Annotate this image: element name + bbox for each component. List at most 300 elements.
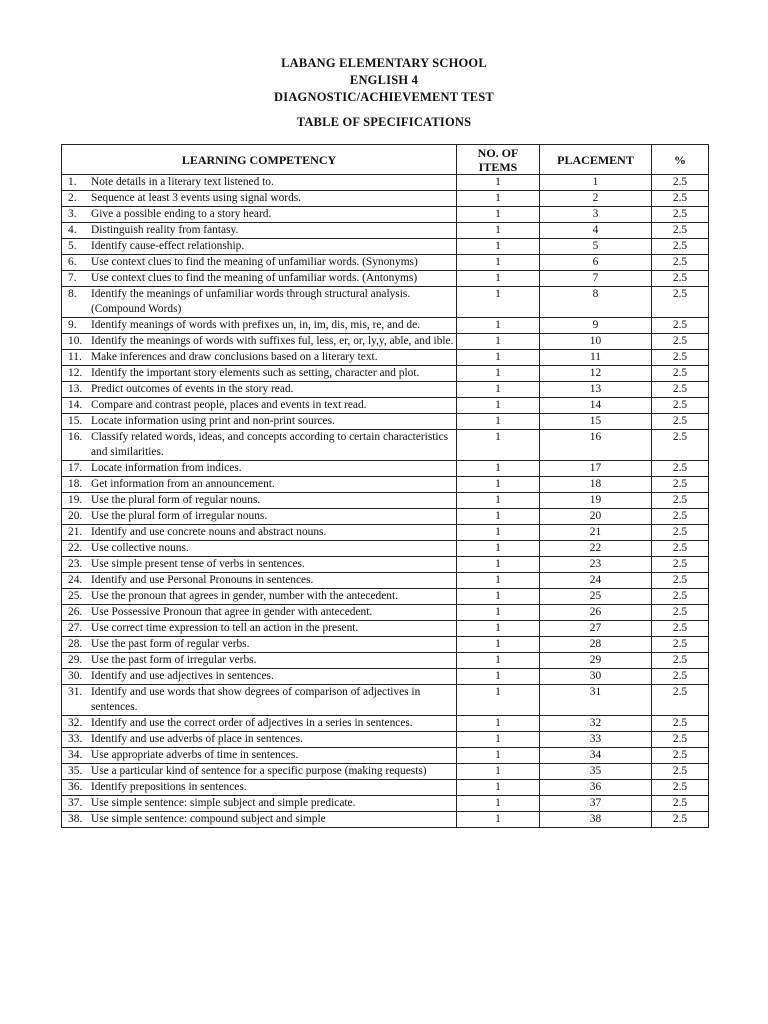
competency-cell [62,748,457,764]
competency-text: Give a possible ending to a story heard. [91,208,272,220]
competency-content [68,716,454,731]
competency-text: Make inferences and draw conclusions based on a literary text. [91,351,378,363]
items-cell: 1 [457,430,540,461]
table-row [62,318,709,334]
table-row [62,175,709,191]
competency-text: Identify and use the correct order of adjectives in a series in sentences. [91,717,413,729]
competency-cell [62,334,457,350]
items-cell: 1 [457,398,540,414]
placement-cell: 31 [540,685,652,716]
table-row [62,223,709,239]
table-row [62,573,709,589]
percent-cell: 2.5 [652,716,709,732]
items-cell: 1 [457,382,540,398]
percent-cell: 2.5 [652,796,709,812]
items-cell: 1 [457,780,540,796]
table-row [62,334,709,350]
competency-content [68,398,454,413]
percent-cell: 2.5 [652,557,709,573]
competency-content [68,382,454,397]
competency-number: 16. [68,431,83,443]
competency-text: Identify the meanings of words with suffixes ful, less, er, or, ly,y, able, and ible. [91,335,454,347]
percent-cell: 2.5 [652,764,709,780]
placement-cell: 25 [540,589,652,605]
percent-cell: 2.5 [652,382,709,398]
competency-number: 8. [68,288,77,300]
competency-text: Classify related words, ideas, and concepts according to certain characteristics and similarities. [91,431,449,458]
percent-cell: 2.5 [652,334,709,350]
competency-number: 18. [68,478,83,490]
placement-cell: 18 [540,477,652,493]
subject-name: ENGLISH 4 [349,73,419,87]
items-cell: 1 [457,732,540,748]
competency-number: 15. [68,415,83,427]
table-row [62,796,709,812]
competency-text: Identify the important story elements such as setting, character and plot. [91,367,420,379]
items-cell: 1 [457,175,540,191]
competency-number: 37. [68,797,83,809]
competency-number: 33. [68,733,83,745]
placement-cell: 23 [540,557,652,573]
items-cell: 1 [457,605,540,621]
competency-number: 12. [68,367,83,379]
items-cell: 1 [457,557,540,573]
competency-content [68,573,454,588]
competency-text: Identify and use adjectives in sentences. [91,670,274,682]
competency-cell [62,780,457,796]
placement-cell: 5 [540,239,652,255]
percent-cell: 2.5 [652,621,709,637]
table-row [62,398,709,414]
competency-number: 30. [68,670,83,682]
items-cell: 1 [457,287,540,318]
percent-cell: 2.5 [652,653,709,669]
competency-cell [62,796,457,812]
competency-cell [62,350,457,366]
placement-cell: 14 [540,398,652,414]
competency-content [68,366,454,381]
placement-cell: 21 [540,525,652,541]
table-row [62,366,709,382]
competency-cell [62,605,457,621]
percent-cell: 2.5 [652,398,709,414]
percent-cell: 2.5 [652,477,709,493]
items-cell: 1 [457,796,540,812]
competency-number: 34. [68,749,83,761]
competency-text: Use collective nouns. [91,542,189,554]
competency-content [68,557,454,572]
percent-cell: 2.5 [652,350,709,366]
items-cell: 1 [457,350,540,366]
competency-content [68,255,454,270]
competency-cell [62,366,457,382]
table-row [62,207,709,223]
competency-cell [62,239,457,255]
competency-text: Use context clues to find the meaning of unfamiliar words. (Synonyms) [91,256,418,268]
items-cell: 1 [457,621,540,637]
items-cell: 1 [457,509,540,525]
percent-cell: 2.5 [652,669,709,685]
table-row [62,430,709,461]
competency-number: 28. [68,638,83,650]
items-cell: 1 [457,637,540,653]
table-row [62,732,709,748]
competency-number: 27. [68,622,83,634]
competency-number: 24. [68,574,83,586]
placement-cell: 7 [540,271,652,287]
table-row [62,780,709,796]
table-row [62,685,709,716]
table-row [62,382,709,398]
competency-number: 9. [68,319,77,331]
items-cell: 1 [457,271,540,287]
column-header-items: NO. OF ITEMS [457,145,540,175]
competency-content [68,605,454,620]
table-row [62,621,709,637]
competency-text: Use Possessive Pronoun that agree in gender with antecedent. [91,606,373,618]
competency-content [68,796,454,811]
competency-content [68,430,454,460]
competency-text: Locate information from indices. [91,462,242,474]
competency-text: Use the past form of irregular verbs. [91,654,257,666]
competency-text: Note details in a literary text listened to. [91,176,274,188]
items-cell: 1 [457,716,540,732]
percent-cell: 2.5 [652,207,709,223]
competency-cell [62,382,457,398]
competency-content [68,653,454,668]
competency-content [68,589,454,604]
items-cell: 1 [457,653,540,669]
competency-text: Sequence at least 3 events using signal words. [91,192,302,204]
percent-cell: 2.5 [652,493,709,509]
competency-cell [62,175,457,191]
percent-cell: 2.5 [652,732,709,748]
percent-cell: 2.5 [652,780,709,796]
placement-cell: 26 [540,605,652,621]
competency-text: Identify and use adverbs of place in sentences. [91,733,303,745]
column-header-competency: LEARNING COMPETENCY [62,145,457,175]
competency-content [68,732,454,747]
items-cell: 1 [457,812,540,828]
items-cell: 1 [457,255,540,271]
percent-cell: 2.5 [652,366,709,382]
table-row [62,477,709,493]
items-cell: 1 [457,239,540,255]
competency-content [68,780,454,795]
percent-cell: 2.5 [652,812,709,828]
competency-number: 1. [68,176,77,188]
placement-cell: 17 [540,461,652,477]
competency-number: 20. [68,510,83,522]
table-row [62,605,709,621]
placement-cell: 15 [540,414,652,430]
items-cell: 1 [457,414,540,430]
competency-number: 22. [68,542,83,554]
placement-cell: 35 [540,764,652,780]
competency-number: 11. [68,351,82,363]
table-row [62,191,709,207]
competency-text: Identify and use Personal Pronouns in sentences. [91,574,314,586]
competency-text: Use simple sentence: compound subject and simple [91,813,326,825]
competency-cell [62,398,457,414]
table-row [62,239,709,255]
competency-cell [62,812,457,828]
placement-cell: 13 [540,382,652,398]
table-header-row [62,145,709,175]
competency-cell [62,223,457,239]
competency-text: Predict outcomes of events in the story read. [91,383,294,395]
competency-text: Identify the meanings of unfamiliar words through structural analysis. (Compound Words) [91,288,411,315]
competency-text: Use simple sentence: simple subject and simple predicate. [91,797,356,809]
percent-cell: 2.5 [652,223,709,239]
competency-cell [62,525,457,541]
placement-cell: 4 [540,223,652,239]
competency-content [68,175,454,190]
placement-cell: 30 [540,669,652,685]
competency-cell [62,637,457,653]
competency-content [68,685,454,715]
placement-cell: 11 [540,350,652,366]
items-cell: 1 [457,318,540,334]
placement-cell: 32 [540,716,652,732]
placement-cell: 22 [540,541,652,557]
percent-cell: 2.5 [652,685,709,716]
table-row [62,653,709,669]
percent-cell: 2.5 [652,430,709,461]
competency-content [68,541,454,556]
table-body [62,175,709,828]
percent-cell: 2.5 [652,605,709,621]
placement-cell: 6 [540,255,652,271]
placement-cell: 8 [540,287,652,318]
competency-number: 25. [68,590,83,602]
competency-cell [62,685,457,716]
competency-content [68,207,454,222]
competency-number: 5. [68,240,77,252]
placement-cell: 3 [540,207,652,223]
competency-text: Use the past form of regular verbs. [91,638,250,650]
placement-cell: 1 [540,175,652,191]
items-cell: 1 [457,669,540,685]
items-cell: 1 [457,191,540,207]
items-cell: 1 [457,207,540,223]
items-cell: 1 [457,223,540,239]
competency-text: Use appropriate adverbs of time in sentences. [91,749,299,761]
school-name: LABANG ELEMENTARY SCHOOL [281,56,487,70]
placement-cell: 20 [540,509,652,525]
competency-content [68,621,454,636]
competency-content [68,414,454,429]
competency-cell [62,493,457,509]
placement-cell: 27 [540,621,652,637]
competency-text: Use the plural form of regular nouns. [91,494,261,506]
competency-text: Use the plural form of irregular nouns. [91,510,268,522]
table-row [62,716,709,732]
competency-number: 31. [68,686,83,698]
percent-cell: 2.5 [652,318,709,334]
percent-cell: 2.5 [652,589,709,605]
competency-cell [62,557,457,573]
table-row [62,764,709,780]
placement-cell: 24 [540,573,652,589]
percent-cell: 2.5 [652,509,709,525]
competency-content [68,525,454,540]
table-row [62,255,709,271]
placement-cell: 9 [540,318,652,334]
competency-number: 6. [68,256,77,268]
column-header-percent: % [652,145,709,175]
competency-cell [62,461,457,477]
placement-cell: 19 [540,493,652,509]
competency-cell [62,509,457,525]
competency-text: Identify cause-effect relationship. [91,240,245,252]
percent-cell: 2.5 [652,573,709,589]
competency-cell [62,764,457,780]
competency-cell [62,732,457,748]
competency-cell [62,589,457,605]
competency-number: 36. [68,781,83,793]
competency-cell [62,207,457,223]
items-cell: 1 [457,573,540,589]
table-row [62,271,709,287]
competency-text: Identify and use concrete nouns and abstract nouns. [91,526,327,538]
table-row [62,414,709,430]
competency-text: Distinguish reality from fantasy. [91,224,239,236]
competency-content [68,334,454,349]
percent-cell: 2.5 [652,287,709,318]
document-header [0,55,768,106]
competency-number: 3. [68,208,77,220]
table-row [62,509,709,525]
table-row [62,541,709,557]
placement-cell: 36 [540,780,652,796]
competency-content [68,748,454,763]
competency-text: Use simple present tense of verbs in sentences. [91,558,305,570]
competency-text: Use correct time expression to tell an action in the present. [91,622,359,634]
test-name: DIAGNOSTIC/ACHIEVEMENT TEST [274,90,494,104]
competency-text: Identify meanings of words with prefixes un, in, im, dis, mis, re, and de. [91,319,421,331]
table-row [62,812,709,828]
competency-cell [62,271,457,287]
competency-cell [62,477,457,493]
items-cell: 1 [457,748,540,764]
competency-content [68,191,454,206]
competency-content [68,318,454,333]
competency-cell [62,716,457,732]
items-cell: 1 [457,541,540,557]
competency-number: 35. [68,765,83,777]
table-row [62,493,709,509]
competency-content [68,493,454,508]
competency-text: Use a particular kind of sentence for a specific purpose (making requests) [91,765,427,777]
competency-content [68,477,454,492]
competency-cell [62,191,457,207]
table-row [62,461,709,477]
table-row [62,557,709,573]
competency-number: 13. [68,383,83,395]
table-row [62,287,709,318]
competency-content [68,669,454,684]
percent-cell: 2.5 [652,637,709,653]
competency-content [68,223,454,238]
items-cell: 1 [457,477,540,493]
competency-content [68,764,454,779]
competency-cell [62,669,457,685]
placement-cell: 37 [540,796,652,812]
competency-number: 26. [68,606,83,618]
competency-number: 17. [68,462,83,474]
competency-content [68,287,454,317]
placement-cell: 2 [540,191,652,207]
competency-cell [62,573,457,589]
items-cell: 1 [457,461,540,477]
table-title: TABLE OF SPECIFICATIONS [296,115,472,129]
percent-cell: 2.5 [652,175,709,191]
percent-cell: 2.5 [652,461,709,477]
items-cell: 1 [457,589,540,605]
placement-cell: 34 [540,748,652,764]
percent-cell: 2.5 [652,271,709,287]
table-row [62,748,709,764]
percent-cell: 2.5 [652,414,709,430]
competency-text: Locate information using print and non-print sources. [91,415,335,427]
competency-content [68,271,454,286]
competency-text: Identify and use words that show degrees of comparison of adjectives in sentences. [91,686,421,713]
competency-content [68,239,454,254]
items-cell: 1 [457,366,540,382]
competency-number: 21. [68,526,83,538]
column-header-placement: PLACEMENT [540,145,652,175]
placement-cell: 10 [540,334,652,350]
competency-number: 38. [68,813,83,825]
competency-cell [62,653,457,669]
percent-cell: 2.5 [652,239,709,255]
competency-text: Get information from an announcement. [91,478,275,490]
competency-number: 32. [68,717,83,729]
table-row [62,525,709,541]
competency-cell [62,318,457,334]
competency-number: 4. [68,224,77,236]
competency-cell [62,414,457,430]
percent-cell: 2.5 [652,541,709,557]
competency-content [68,509,454,524]
competency-content [68,812,454,827]
competency-cell [62,621,457,637]
percent-cell: 2.5 [652,191,709,207]
competency-text: Compare and contrast people, places and events in text read. [91,399,367,411]
competency-text: Identify prepositions in sentences. [91,781,247,793]
items-cell: 1 [457,764,540,780]
competency-cell [62,287,457,318]
competency-cell [62,255,457,271]
competency-content [68,461,454,476]
competency-text: Use the pronoun that agrees in gender, number with the antecedent. [91,590,398,602]
percent-cell: 2.5 [652,525,709,541]
placement-cell: 38 [540,812,652,828]
placement-cell: 16 [540,430,652,461]
competency-number: 7. [68,272,77,284]
competency-content [68,350,454,365]
competency-number: 29. [68,654,83,666]
competency-number: 23. [68,558,83,570]
percent-cell: 2.5 [652,255,709,271]
competency-number: 19. [68,494,83,506]
percent-cell: 2.5 [652,748,709,764]
items-cell: 1 [457,685,540,716]
competency-content [68,637,454,652]
table-row [62,669,709,685]
competency-text: Use context clues to find the meaning of unfamiliar words. (Antonyms) [91,272,418,284]
